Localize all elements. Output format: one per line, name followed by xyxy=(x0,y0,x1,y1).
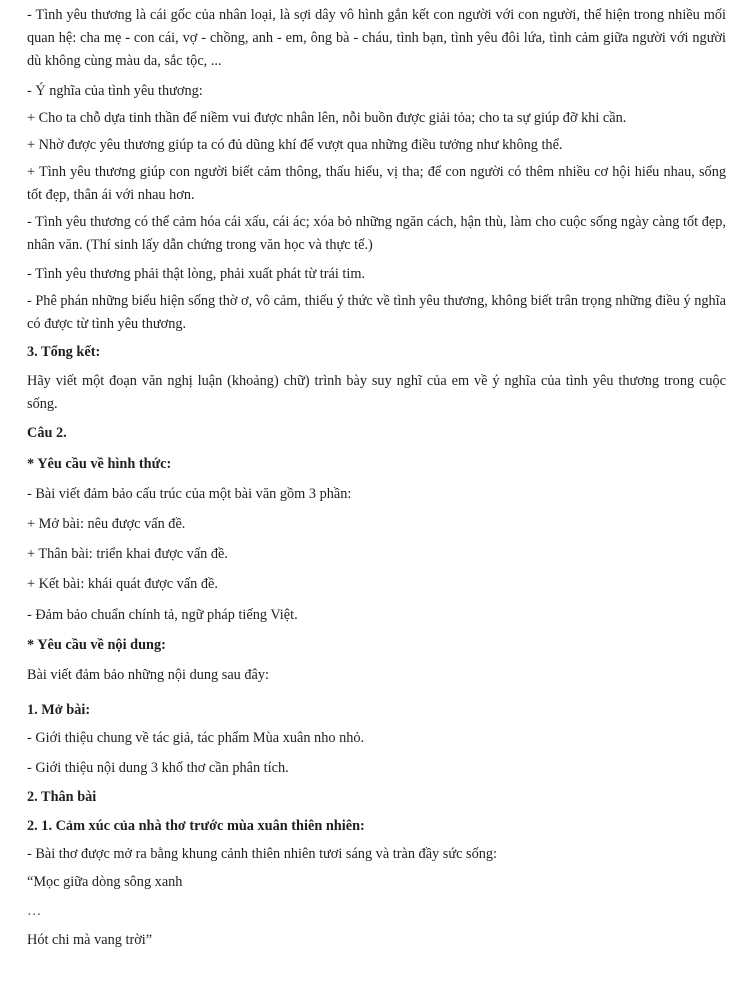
paragraph-criticize: - Phê phán những biểu hiện sống thờ ơ, vô cảm, thiếu ý thức về tình yêu thương, không biết trân trọng những điều ý nghĩa có được từ tình yêu thương. xyxy=(27,293,726,332)
paragraph-love-transforms: - Tình yêu thương có thể cảm hóa cái xấu, cái ác; xóa bỏ những ngăn cách, hận thù, làm cho cuộc sống ngày càng tốt đẹp, nhân văn. (Thí sinh lấy dẫn chứng trong văn học và thực tế.) xyxy=(27,214,726,253)
structure-requirement: - Bài viết đảm bảo cấu trúc của một bài văn gồm 3 phần: xyxy=(27,486,352,502)
structure-intro: + Mở bài: nêu được vấn đề. xyxy=(27,516,186,532)
structure-body: + Thân bài: triển khai được vấn đề. xyxy=(27,546,228,562)
poem-line-1: “Mọc giữa dòng sông xanh xyxy=(27,874,183,890)
spelling-requirement: - Đảm bảo chuẩn chính tả, ngữ pháp tiếng Việt. xyxy=(27,607,298,623)
poem-line-last: Hót chi mà vang trời” xyxy=(27,932,153,948)
paragraph-love-sincere: - Tình yêu thương phải thật lòng, phải xuất phát từ trái tim. xyxy=(27,266,366,282)
poem-ellipsis: … xyxy=(27,903,42,919)
intro-point-1: - Giới thiệu chung về tác giả, tác phẩm Mùa xuân nho nhỏ. xyxy=(27,730,365,746)
paragraph-summary: Hãy viết một đoạn văn nghị luận (khoảng) chữ) trình bày suy nghĩ của em về ý nghĩa của tình yêu thương trong cuộc sống. xyxy=(27,373,726,412)
section-heading-intro: 1. Mở bài: xyxy=(27,702,91,718)
form-requirements-heading: * Yêu cầu về hình thức: xyxy=(27,456,172,472)
subsection-heading-emotion: 2. 1. Cảm xúc của nhà thơ trước mùa xuân thiên nhiên: xyxy=(27,818,365,834)
intro-point-2: - Giới thiệu nội dung 3 khổ thơ cần phân tích. xyxy=(27,760,289,776)
structure-conclusion: + Kết bài: khái quát được vấn đề. xyxy=(27,576,218,592)
content-requirements-heading: * Yêu cầu về nội dung: xyxy=(27,637,166,653)
meaning-point-1: + Cho ta chỗ dựa tinh thần để niềm vui được nhân lên, nỗi buồn được giải tỏa; cho ta sự giúp đỡ khi cần. xyxy=(27,110,627,126)
content-intro-line: Bài viết đảm bảo những nội dung sau đây: xyxy=(27,667,270,683)
meaning-point-3: + Tình yêu thương giúp con người biết cảm thông, thấu hiểu, vị tha; để con người có thêm nhiều cơ hội hiểu nhau, sống tốt đẹp, thân ái với nhau hơn. xyxy=(27,164,726,203)
meaning-point-2: + Nhờ được yêu thương giúp ta có đủ dũng khí để vượt qua những điều tưởng như không thể. xyxy=(27,137,563,153)
question-2-heading: Câu 2. xyxy=(27,425,67,441)
paragraph-love-root: - Tình yêu thương là cái gốc của nhân loại, là sợi dây vô hình gắn kết con người với con người, thể hiện trong nhiều mối quan hệ: cha mẹ - con cái, vợ - chồng, anh - em, ông bà - cháu, tình bạn, tình yêu đôi lứa, tình cảm giữa người với người dù không cùng màu da, sắc tộc, ... xyxy=(27,7,726,69)
section-heading-summary: 3. Tổng kết: xyxy=(27,344,101,360)
meaning-heading-line: - Ý nghĩa của tình yêu thương: xyxy=(27,83,203,99)
body-point-1: - Bài thơ được mở ra bằng khung cảnh thiên nhiên tươi sáng và tràn đầy sức sống: xyxy=(27,846,497,862)
section-heading-body: 2. Thân bài xyxy=(27,789,97,805)
